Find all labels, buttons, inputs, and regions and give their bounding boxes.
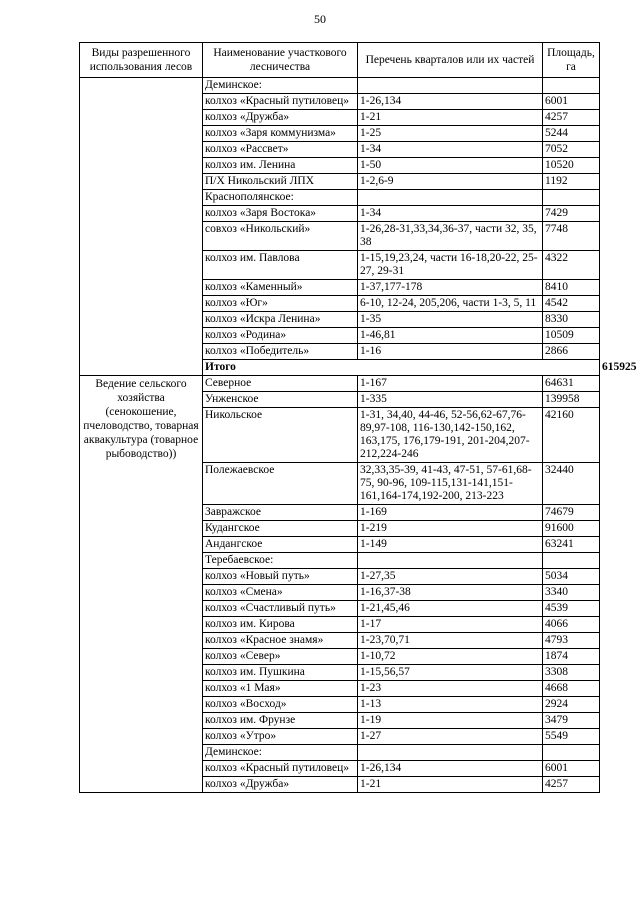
header-area: Площадь, га [543,43,600,78]
forestry-name: Северное [203,376,358,392]
area-cell: 8410 [543,280,600,296]
quarters-cell: 1-16 [358,344,543,360]
quarters-cell: 1-34 [358,142,543,158]
forestry-name: колхоз «Утро» [203,729,358,745]
area-cell: 5549 [543,729,600,745]
forestry-name: колхоз «1 Мая» [203,681,358,697]
area-cell: 91600 [543,521,600,537]
quarters-cell: 1-46,81 [358,328,543,344]
quarters-cell: 1-21 [358,777,543,793]
forestry-name: Унженское [203,392,358,408]
page-number: 50 [314,12,326,26]
area-cell: 4542 [543,296,600,312]
area-cell: 10520 [543,158,600,174]
quarters-cell: 1-23 [358,681,543,697]
forestry-name: Андангское [203,537,358,553]
quarters-cell: 1-37,177-178 [358,280,543,296]
forestry-name: колхоз им. Павлова [203,251,358,280]
area-cell: 42160 [543,408,600,463]
area-cell: 5244 [543,126,600,142]
quarters-cell: 1-34 [358,206,543,222]
area-cell: 8330 [543,312,600,328]
forestry-name: колхоз «Победитель» [203,344,358,360]
area-cell: 32440 [543,463,600,505]
quarters-cell: 1-17 [358,617,543,633]
area-cell: 7429 [543,206,600,222]
quarters-cell: 1-16,37-38 [358,585,543,601]
quarters-cell: 1-10,72 [358,649,543,665]
forestry-name: колхоз им. Фрунзе [203,713,358,729]
area-cell: 4322 [543,251,600,280]
forestry-name: колхоз «Рассвет» [203,142,358,158]
quarters-cell: 1-15,19,23,24, части 16-18,20-22, 25-27, 29-31 [358,251,543,280]
header-use: Виды разрешенного использования лесов [80,43,203,78]
area-cell: 4793 [543,633,600,649]
forestry-name: П/Х Никольский ЛПХ [203,174,358,190]
forestry-name: колхоз «Север» [203,649,358,665]
forestry-name: колхоз «Красный путиловец» [203,761,358,777]
header-forestry: Наименование участкового лесничества [203,43,358,78]
quarters-cell: 1-219 [358,521,543,537]
area-cell: 4668 [543,681,600,697]
quarters-cell: 1-149 [358,537,543,553]
forestry-name: колхоз «Смена» [203,585,358,601]
forest-use-table [79,42,637,793]
area-cell: 4257 [543,110,600,126]
header-quarters: Перечень кварталов или их частей [358,43,543,78]
quarters-cell: 1-21 [358,110,543,126]
quarters-cell: 1-23,70,71 [358,633,543,649]
total-label: Итого [203,360,600,376]
use-type-agriculture: Ведение сельского хозяйства (сенокошение, пчеловодство, товарная аквакультура (товарное рыбоводство)) [80,376,203,793]
area-cell: 3479 [543,713,600,729]
area-cell: 4539 [543,601,600,617]
district-label: Краснополянское: [203,190,358,206]
quarters-cell: 1-167 [358,376,543,392]
forestry-name: колхоз «Дружба» [203,110,358,126]
quarters-cell: 1-21,45,46 [358,601,543,617]
quarters-cell: 1-26,134 [358,94,543,110]
forestry-name: колхоз им. Кирова [203,617,358,633]
forestry-name: колхоз «Красный путиловец» [203,94,358,110]
area-cell: 64631 [543,376,600,392]
area-cell: 74679 [543,505,600,521]
quarters-cell: 6-10, 12-24, 205,206, части 1-3, 5, 11 [358,296,543,312]
forestry-name: колхоз «Заря Востока» [203,206,358,222]
forestry-name: колхоз «Заря коммунизма» [203,126,358,142]
quarters-cell: 1-27 [358,729,543,745]
area-cell: 63241 [543,537,600,553]
use-cell-empty [80,78,203,376]
area-cell: 2866 [543,344,600,360]
quarters-cell: 1-26,28-31,33,34,36-37, части 32, 35, 38 [358,222,543,251]
quarters-cell: 1-335 [358,392,543,408]
forestry-name: колхоз «Каменный» [203,280,358,296]
forestry-name: колхоз «Искра Ленина» [203,312,358,328]
forestry-name: колхоз «Красное знамя» [203,633,358,649]
area-cell: 6001 [543,94,600,110]
area-cell: 7748 [543,222,600,251]
forestry-name: колхоз «Восход» [203,697,358,713]
forestry-name: колхоз «Дружба» [203,777,358,793]
area-cell: 3308 [543,665,600,681]
area-cell: 4066 [543,617,600,633]
quarters-cell: 1-27,35 [358,569,543,585]
forestry-name: совхоз «Никольский» [203,222,358,251]
quarters-cell: 1-19 [358,713,543,729]
area-cell: 3340 [543,585,600,601]
quarters-cell: 1-35 [358,312,543,328]
area-cell: 2924 [543,697,600,713]
area-cell: 1874 [543,649,600,665]
table-row [80,78,600,94]
quarters-cell: 1-2,6-9 [358,174,543,190]
area-cell: 1192 [543,174,600,190]
forestry-name: Завражское [203,505,358,521]
area-cell: 6001 [543,761,600,777]
forestry-name: колхоз «Новый путь» [203,569,358,585]
district-label: Деминское: [203,745,358,761]
area-cell: 139958 [543,392,600,408]
area-cell: 10509 [543,328,600,344]
district-label: Теребаевское: [203,553,358,569]
forestry-name: Полежаевское [203,463,358,505]
header-row [80,43,600,78]
quarters-cell: 1-50 [358,158,543,174]
quarters-cell: 32,33,35-39, 41-43, 47-51, 57-61,68-75, 90-96, 109-115,131-141,151-161,164-174,192-200, 213-223 [358,463,543,505]
forestry-name: колхоз «Счастливый путь» [203,601,358,617]
district-label: Деминское: [203,78,358,94]
forestry-name: колхоз им. Ленина [203,158,358,174]
area-cell: 5034 [543,569,600,585]
forestry-name: колхоз «Юг» [203,296,358,312]
quarters-cell: 1-13 [358,697,543,713]
quarters-cell: 1-15,56,57 [358,665,543,681]
area-cell: 7052 [543,142,600,158]
quarters-cell: 1-169 [358,505,543,521]
quarters-cell: 1-26,134 [358,761,543,777]
area-cell: 4257 [543,777,600,793]
quarters-cell: 1-25 [358,126,543,142]
forestry-name: Кудангское [203,521,358,537]
quarters-cell: 1-31, 34,40, 44-46, 52-56,62-67,76-89,97-108, 116-130,142-150,162, 163,175, 176,179-191, 201-204,207-212,224-246 [358,408,543,463]
forestry-name: колхоз «Родина» [203,328,358,344]
forestry-name: колхоз им. Пушкина [203,665,358,681]
forestry-name: Никольское [203,408,358,463]
table-row [80,376,600,392]
total-row: Итого 615925 [80,360,600,376]
